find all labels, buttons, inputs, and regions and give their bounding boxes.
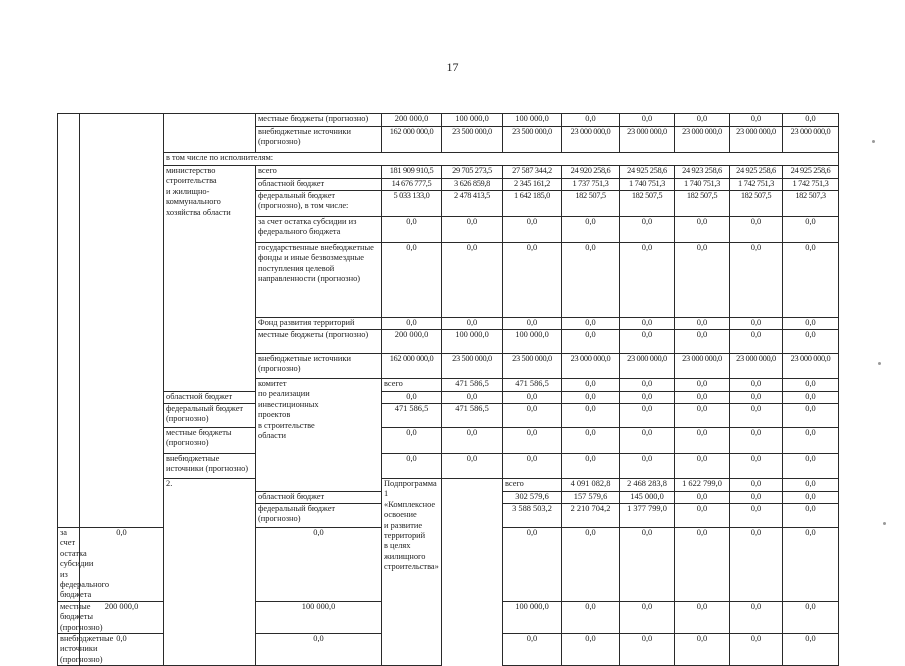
value-cell: 0,0 xyxy=(442,217,503,243)
row-label: федеральный бюджет (прогнозно) xyxy=(256,504,382,528)
value-cell: 471 586,5 xyxy=(442,404,503,428)
value-cell: 0,0 xyxy=(503,454,562,479)
value-cell: 181 909 910,5 xyxy=(382,166,442,179)
row-label: внебюджетные источники (прогнозно) xyxy=(256,354,382,379)
value-cell: 0,0 xyxy=(675,428,730,454)
value-cell: 23 000 000,0 xyxy=(675,354,730,379)
row-label: всего xyxy=(503,479,562,492)
value-cell: 471 586,5 xyxy=(503,379,562,392)
value-cell: 0,0 xyxy=(562,601,620,633)
value-cell: 2 345 161,2 xyxy=(503,179,562,191)
value-cell: 0,0 xyxy=(730,330,783,354)
row-label: внебюджетные источники (прогнозно) xyxy=(58,634,80,666)
value-cell: 0,0 xyxy=(730,479,783,492)
value-cell: 0,0 xyxy=(562,243,620,318)
value-cell: 0,0 xyxy=(783,528,839,602)
value-cell: 182 507,3 xyxy=(783,191,839,217)
value-cell: 3 588 503,2 xyxy=(503,504,562,528)
value-cell: 0,0 xyxy=(620,392,675,404)
value-cell: 0,0 xyxy=(730,404,783,428)
value-cell: 24 923 258,6 xyxy=(675,166,730,179)
value-cell: 100 000,0 xyxy=(256,601,382,633)
row-label: за счет остатка субсидии из федерального бюджета xyxy=(256,217,382,243)
value-cell: 1 740 751,3 xyxy=(675,179,730,191)
value-cell: 0,0 xyxy=(620,634,675,666)
section-heading: в том числе по исполнителям: xyxy=(164,153,839,166)
value-cell: 0,0 xyxy=(562,330,620,354)
executor-ministry: министерство строительства и жилищно- коммунального хозяйства области xyxy=(164,166,256,392)
row-label: областной бюджет xyxy=(256,492,382,504)
value-cell: 182 507,5 xyxy=(562,191,620,217)
value-cell: 0,0 xyxy=(620,318,675,330)
row-label: внебюджетные источники (прогнозно) xyxy=(164,454,256,479)
value-cell: 23 500 000,0 xyxy=(442,127,503,153)
value-cell: 0,0 xyxy=(675,392,730,404)
row-label: местные бюджеты (прогнозно) xyxy=(256,114,382,127)
value-cell: 2 468 283,8 xyxy=(620,479,675,492)
value-cell: 0,0 xyxy=(730,379,783,392)
value-cell: 0,0 xyxy=(562,528,620,602)
value-cell: 1 742 751,3 xyxy=(730,179,783,191)
value-cell: 0,0 xyxy=(783,243,839,318)
value-cell: 0,0 xyxy=(730,528,783,602)
value-cell: 0,0 xyxy=(562,634,620,666)
value-cell: 0,0 xyxy=(730,428,783,454)
subprogram-number: 2. xyxy=(164,479,256,666)
value-cell: 0,0 xyxy=(503,217,562,243)
table-row xyxy=(58,392,839,404)
value-cell: 0,0 xyxy=(730,318,783,330)
value-cell: 14 676 777,5 xyxy=(382,179,442,191)
value-cell: 0,0 xyxy=(503,404,562,428)
value-cell: 0,0 xyxy=(442,454,503,479)
value-cell: 0,0 xyxy=(783,601,839,633)
value-cell: 0,0 xyxy=(503,392,562,404)
value-cell: 0,0 xyxy=(562,392,620,404)
value-cell: 0,0 xyxy=(620,428,675,454)
row-label: местные бюджеты (прогнозно) xyxy=(164,428,256,454)
value-cell: 0,0 xyxy=(503,428,562,454)
budget-table xyxy=(57,113,839,666)
value-cell: 0,0 xyxy=(675,634,730,666)
value-cell: 24 925 258,6 xyxy=(620,166,675,179)
value-cell: 0,0 xyxy=(442,318,503,330)
value-cell: 0,0 xyxy=(783,379,839,392)
value-cell: 0,0 xyxy=(503,528,562,602)
value-cell: 200 000,0 xyxy=(80,601,164,633)
value-cell: 1 642 185,0 xyxy=(503,191,562,217)
row-label: областной бюджет xyxy=(164,392,256,404)
value-cell: 0,0 xyxy=(562,428,620,454)
value-cell: 0,0 xyxy=(256,528,382,602)
value-cell: 24 925 258,6 xyxy=(783,166,839,179)
row-label: всего xyxy=(256,166,382,179)
value-cell: 0,0 xyxy=(562,318,620,330)
value-cell: 0,0 xyxy=(783,392,839,404)
value-cell: 0,0 xyxy=(675,114,730,127)
executor-cell xyxy=(442,479,503,666)
value-cell: 0,0 xyxy=(620,601,675,633)
value-cell: 100 000,0 xyxy=(442,330,503,354)
row-label: за счет остатка субсидии из федерального бюджета xyxy=(58,528,80,602)
value-cell: 0,0 xyxy=(620,243,675,318)
value-cell: 0,0 xyxy=(442,243,503,318)
value-cell: 0,0 xyxy=(620,114,675,127)
row-label: федеральный бюджет (прогнозно) xyxy=(164,404,256,428)
value-cell: 23 000 000,0 xyxy=(730,354,783,379)
executor-cell xyxy=(164,114,256,153)
value-cell: 1 740 751,3 xyxy=(620,179,675,191)
value-cell: 0,0 xyxy=(675,454,730,479)
value-cell: 0,0 xyxy=(783,504,839,528)
table-row xyxy=(58,114,839,127)
row-label: местные бюджеты (прогнозно) xyxy=(256,330,382,354)
value-cell: 1 377 799,0 xyxy=(620,504,675,528)
value-cell: 100 000,0 xyxy=(503,114,562,127)
value-cell: 0,0 xyxy=(503,318,562,330)
value-cell: 27 587 344,2 xyxy=(503,166,562,179)
value-cell: 23 000 000,0 xyxy=(783,127,839,153)
value-cell: 0,0 xyxy=(562,217,620,243)
table-row xyxy=(58,479,839,492)
value-cell: 29 705 273,5 xyxy=(442,166,503,179)
value-cell: 24 920 258,6 xyxy=(562,166,620,179)
value-cell: 0,0 xyxy=(442,428,503,454)
value-cell: 0,0 xyxy=(783,428,839,454)
value-cell: 0,0 xyxy=(730,114,783,127)
value-cell: 2 478 413,5 xyxy=(442,191,503,217)
value-cell: 0,0 xyxy=(675,492,730,504)
value-cell: 182 507,5 xyxy=(620,191,675,217)
value-cell: 0,0 xyxy=(730,601,783,633)
value-cell: 162 000 000,0 xyxy=(382,127,442,153)
value-cell: 0,0 xyxy=(783,318,839,330)
value-cell: 0,0 xyxy=(730,504,783,528)
value-cell: 0,0 xyxy=(675,601,730,633)
value-cell: 0,0 xyxy=(562,404,620,428)
value-cell: 0,0 xyxy=(783,404,839,428)
value-cell: 302 579,6 xyxy=(503,492,562,504)
table-row xyxy=(58,454,839,479)
value-cell: 0,0 xyxy=(783,114,839,127)
value-cell: 0,0 xyxy=(675,528,730,602)
value-cell: 23 000 000,0 xyxy=(562,127,620,153)
program-name-cell xyxy=(80,114,164,528)
value-cell: 5 033 133,0 xyxy=(382,191,442,217)
value-cell: 0,0 xyxy=(675,404,730,428)
value-cell: 23 000 000,0 xyxy=(675,127,730,153)
value-cell: 1 737 751,3 xyxy=(562,179,620,191)
value-cell: 0,0 xyxy=(783,217,839,243)
number-cell xyxy=(58,114,80,528)
value-cell: 0,0 xyxy=(675,504,730,528)
row-label: государственные внебюджетные фонды и иные безвозмездные поступления целевой направленности (прогнозно) xyxy=(256,243,382,318)
value-cell: 145 000,0 xyxy=(620,492,675,504)
value-cell: 0,0 xyxy=(730,217,783,243)
value-cell: 23 000 000,0 xyxy=(730,127,783,153)
value-cell: 0,0 xyxy=(675,243,730,318)
page-number: 17 xyxy=(446,60,459,74)
value-cell: 0,0 xyxy=(783,492,839,504)
scan-speck xyxy=(878,362,881,365)
value-cell: 0,0 xyxy=(503,634,562,666)
value-cell: 0,0 xyxy=(675,330,730,354)
value-cell: 0,0 xyxy=(675,379,730,392)
row-label: местные бюджеты (прогнозно) xyxy=(58,601,80,633)
value-cell: 200 000,0 xyxy=(382,330,442,354)
row-label: всего xyxy=(382,379,442,392)
scan-speck xyxy=(872,140,875,143)
value-cell: 3 626 859,8 xyxy=(442,179,503,191)
value-cell: 0,0 xyxy=(382,243,442,318)
value-cell: 100 000,0 xyxy=(442,114,503,127)
value-cell: 0,0 xyxy=(562,114,620,127)
scan-speck xyxy=(883,522,886,525)
value-cell: 471 586,5 xyxy=(442,379,503,392)
value-cell: 471 586,5 xyxy=(382,404,442,428)
value-cell: 23 000 000,0 xyxy=(620,127,675,153)
value-cell: 0,0 xyxy=(783,634,839,666)
executor-committee: комитет по реализации инвестиционных проектов в строительстве области xyxy=(256,379,382,492)
subprogram-name: Подпрограмма 1 «Комплексное освоение и развитие территорий в целях жилищного строительства» xyxy=(382,479,442,666)
value-cell: 1 622 799,0 xyxy=(675,479,730,492)
value-cell: 0,0 xyxy=(382,454,442,479)
value-cell: 0,0 xyxy=(730,492,783,504)
row-label: областной бюджет xyxy=(256,179,382,191)
value-cell: 100 000,0 xyxy=(503,601,562,633)
value-cell: 0,0 xyxy=(562,379,620,392)
value-cell: 0,0 xyxy=(620,330,675,354)
value-cell: 0,0 xyxy=(382,318,442,330)
value-cell: 0,0 xyxy=(620,454,675,479)
value-cell: 162 000 000,0 xyxy=(382,354,442,379)
table-row xyxy=(58,166,839,179)
value-cell: 0,0 xyxy=(382,392,442,404)
value-cell: 23 000 000,0 xyxy=(783,354,839,379)
value-cell: 0,0 xyxy=(675,318,730,330)
value-cell: 0,0 xyxy=(620,217,675,243)
row-label: Фонд развития территорий xyxy=(256,318,382,330)
value-cell: 0,0 xyxy=(562,454,620,479)
value-cell: 0,0 xyxy=(783,330,839,354)
value-cell: 0,0 xyxy=(620,379,675,392)
value-cell: 0,0 xyxy=(620,528,675,602)
table-row xyxy=(58,404,839,428)
value-cell: 0,0 xyxy=(783,479,839,492)
value-cell: 0,0 xyxy=(80,634,164,666)
value-cell: 23 500 000,0 xyxy=(442,354,503,379)
value-cell: 182 507,5 xyxy=(730,191,783,217)
table-row xyxy=(58,153,839,166)
value-cell: 0,0 xyxy=(730,243,783,318)
value-cell: 0,0 xyxy=(730,454,783,479)
row-label: федеральный бюджет (прогнозно), в том числе: xyxy=(256,191,382,217)
value-cell: 0,0 xyxy=(256,634,382,666)
value-cell: 0,0 xyxy=(503,243,562,318)
value-cell: 23 500 000,0 xyxy=(503,127,562,153)
table-row xyxy=(58,428,839,454)
value-cell: 0,0 xyxy=(675,217,730,243)
value-cell: 0,0 xyxy=(620,404,675,428)
value-cell: 0,0 xyxy=(80,528,164,602)
value-cell: 23 000 000,0 xyxy=(620,354,675,379)
value-cell: 0,0 xyxy=(730,634,783,666)
value-cell: 24 925 258,6 xyxy=(730,166,783,179)
value-cell: 4 091 082,8 xyxy=(562,479,620,492)
value-cell: 182 507,5 xyxy=(675,191,730,217)
value-cell: 0,0 xyxy=(783,454,839,479)
value-cell: 2 210 704,2 xyxy=(562,504,620,528)
value-cell: 0,0 xyxy=(730,392,783,404)
value-cell: 0,0 xyxy=(382,428,442,454)
value-cell: 23 500 000,0 xyxy=(503,354,562,379)
value-cell: 200 000,0 xyxy=(382,114,442,127)
value-cell: 157 579,6 xyxy=(562,492,620,504)
value-cell: 23 000 000,0 xyxy=(562,354,620,379)
row-label: внебюджетные источники (прогнозно) xyxy=(256,127,382,153)
value-cell: 1 742 751,3 xyxy=(783,179,839,191)
value-cell: 0,0 xyxy=(442,392,503,404)
value-cell: 0,0 xyxy=(382,217,442,243)
value-cell: 100 000,0 xyxy=(503,330,562,354)
